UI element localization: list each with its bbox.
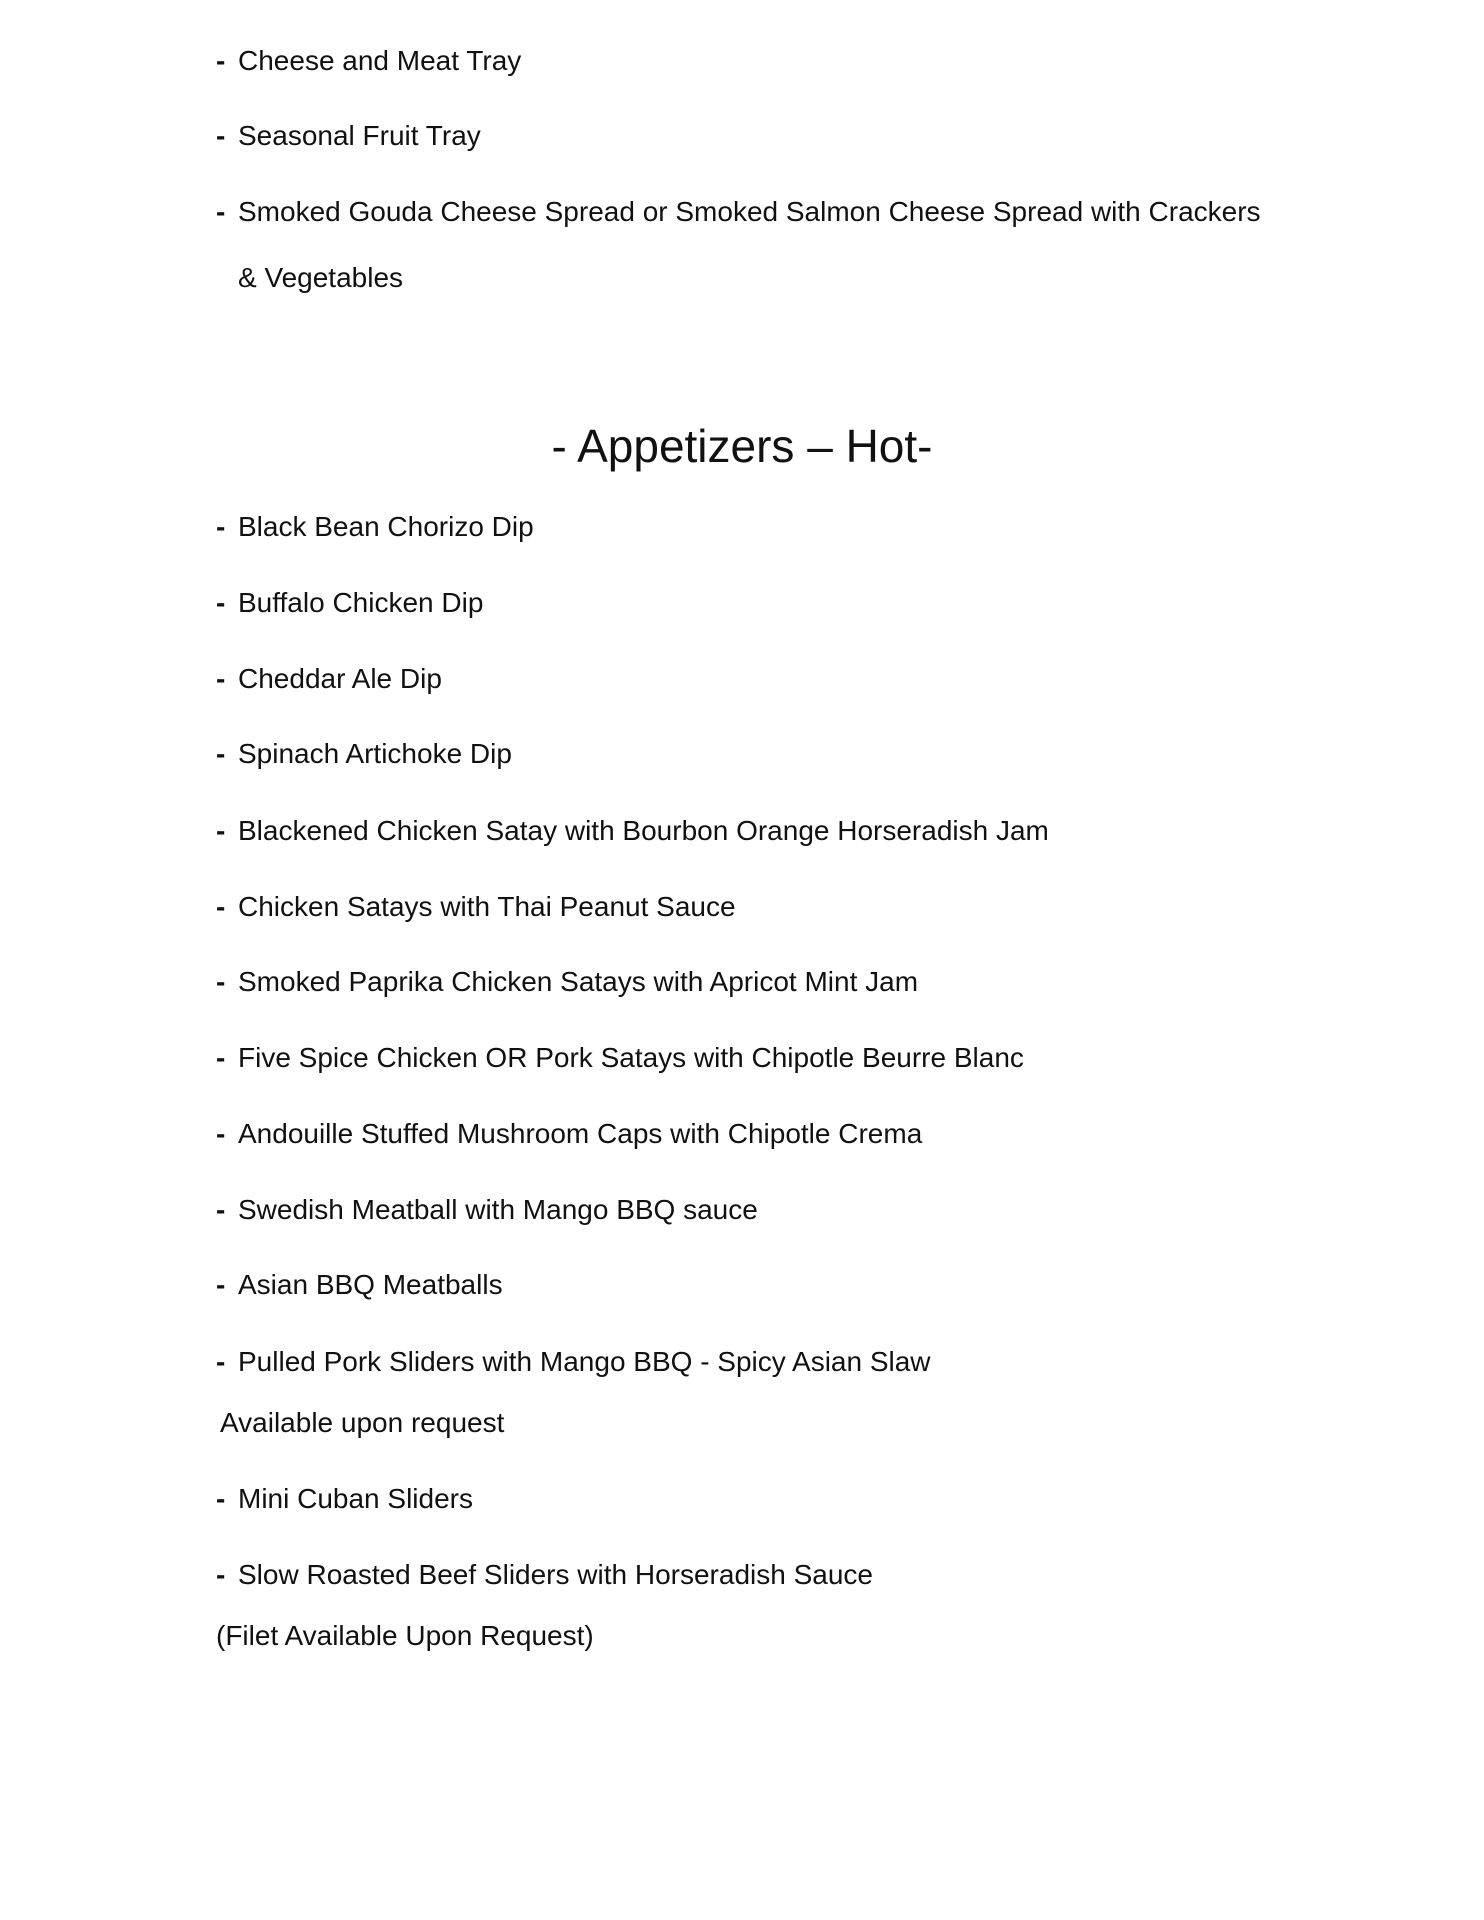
item-text: Asian BBQ Meatballs (238, 1269, 503, 1300)
hot-menu-item (216, 1267, 503, 1303)
item-continuation: & Vegetables (238, 262, 404, 293)
hot-menu-item (216, 736, 512, 772)
hot-menu-item (216, 1481, 473, 1517)
item-text: Blackened Chicken Satay with Bourbon Orange Horseradish Jam (238, 815, 1049, 846)
bullet-dash: - (216, 1483, 226, 1514)
item-text: Cheese and Meat Tray (238, 45, 522, 76)
hot-menu-item (216, 1192, 758, 1228)
item-text: Spinach Artichoke Dip (238, 738, 512, 769)
section-heading: - Appetizers – Hot- (551, 420, 933, 472)
item-text: Cheddar Ale Dip (238, 663, 442, 694)
item-text: Buffalo Chicken Dip (238, 587, 484, 618)
cold-menu-item (216, 118, 481, 154)
bullet-dash: - (216, 663, 226, 694)
item-text: Black Bean Chorizo Dip (238, 511, 534, 542)
bullet-dash: - (216, 1346, 226, 1377)
item-text: Swedish Meatball with Mango BBQ sauce (238, 1194, 758, 1225)
bullet-dash: - (216, 196, 226, 227)
bullet-dash: - (216, 1269, 226, 1300)
item-text: Seasonal Fruit Tray (238, 120, 481, 151)
bullet-dash: - (216, 45, 226, 76)
item-text: Mini Cuban Sliders (238, 1483, 473, 1514)
hot-menu-item (216, 1040, 1024, 1076)
item-text: Smoked Gouda Cheese Spread or Smoked Salmon Cheese Spread with Crackers (238, 196, 1261, 227)
item-text: Chicken Satays with Thai Peanut Sauce (238, 891, 736, 922)
hot-menu-item (216, 1344, 931, 1380)
item-text: Smoked Paprika Chicken Satays with Apricot Mint Jam (238, 966, 919, 997)
hot-menu-item (216, 1557, 873, 1593)
item-continuation: (Filet Available Upon Request) (216, 1620, 594, 1651)
item-continuation: Available upon request (220, 1407, 505, 1438)
hot-menu-item (216, 509, 534, 545)
cold-menu-item (216, 43, 521, 79)
hot-menu-item (216, 813, 1049, 849)
bullet-dash: - (216, 587, 226, 618)
item-text: Pulled Pork Sliders with Mango BBQ - Spicy Asian Slaw (238, 1346, 931, 1377)
item-text: Andouille Stuffed Mushroom Caps with Chipotle Crema (238, 1118, 923, 1149)
bullet-dash: - (216, 815, 226, 846)
hot-menu-item (216, 585, 483, 621)
bullet-dash: - (216, 511, 226, 542)
bullet-dash: - (216, 120, 226, 151)
item-text: Five Spice Chicken OR Pork Satays with Chipotle Beurre Blanc (238, 1042, 1024, 1073)
bullet-dash: - (216, 1559, 226, 1590)
hot-menu-item (216, 889, 736, 925)
bullet-dash: - (216, 1118, 226, 1149)
item-text: Slow Roasted Beef Sliders with Horseradish Sauce (238, 1559, 873, 1590)
hot-menu-item (216, 661, 442, 697)
bullet-dash: - (216, 1042, 226, 1073)
bullet-dash: - (216, 1194, 226, 1225)
bullet-dash: - (216, 891, 226, 922)
hot-menu-item (216, 1116, 922, 1152)
hot-menu-item (216, 964, 918, 1000)
bullet-dash: - (216, 738, 226, 769)
bullet-dash: - (216, 966, 226, 997)
cold-menu-item (216, 194, 1261, 230)
